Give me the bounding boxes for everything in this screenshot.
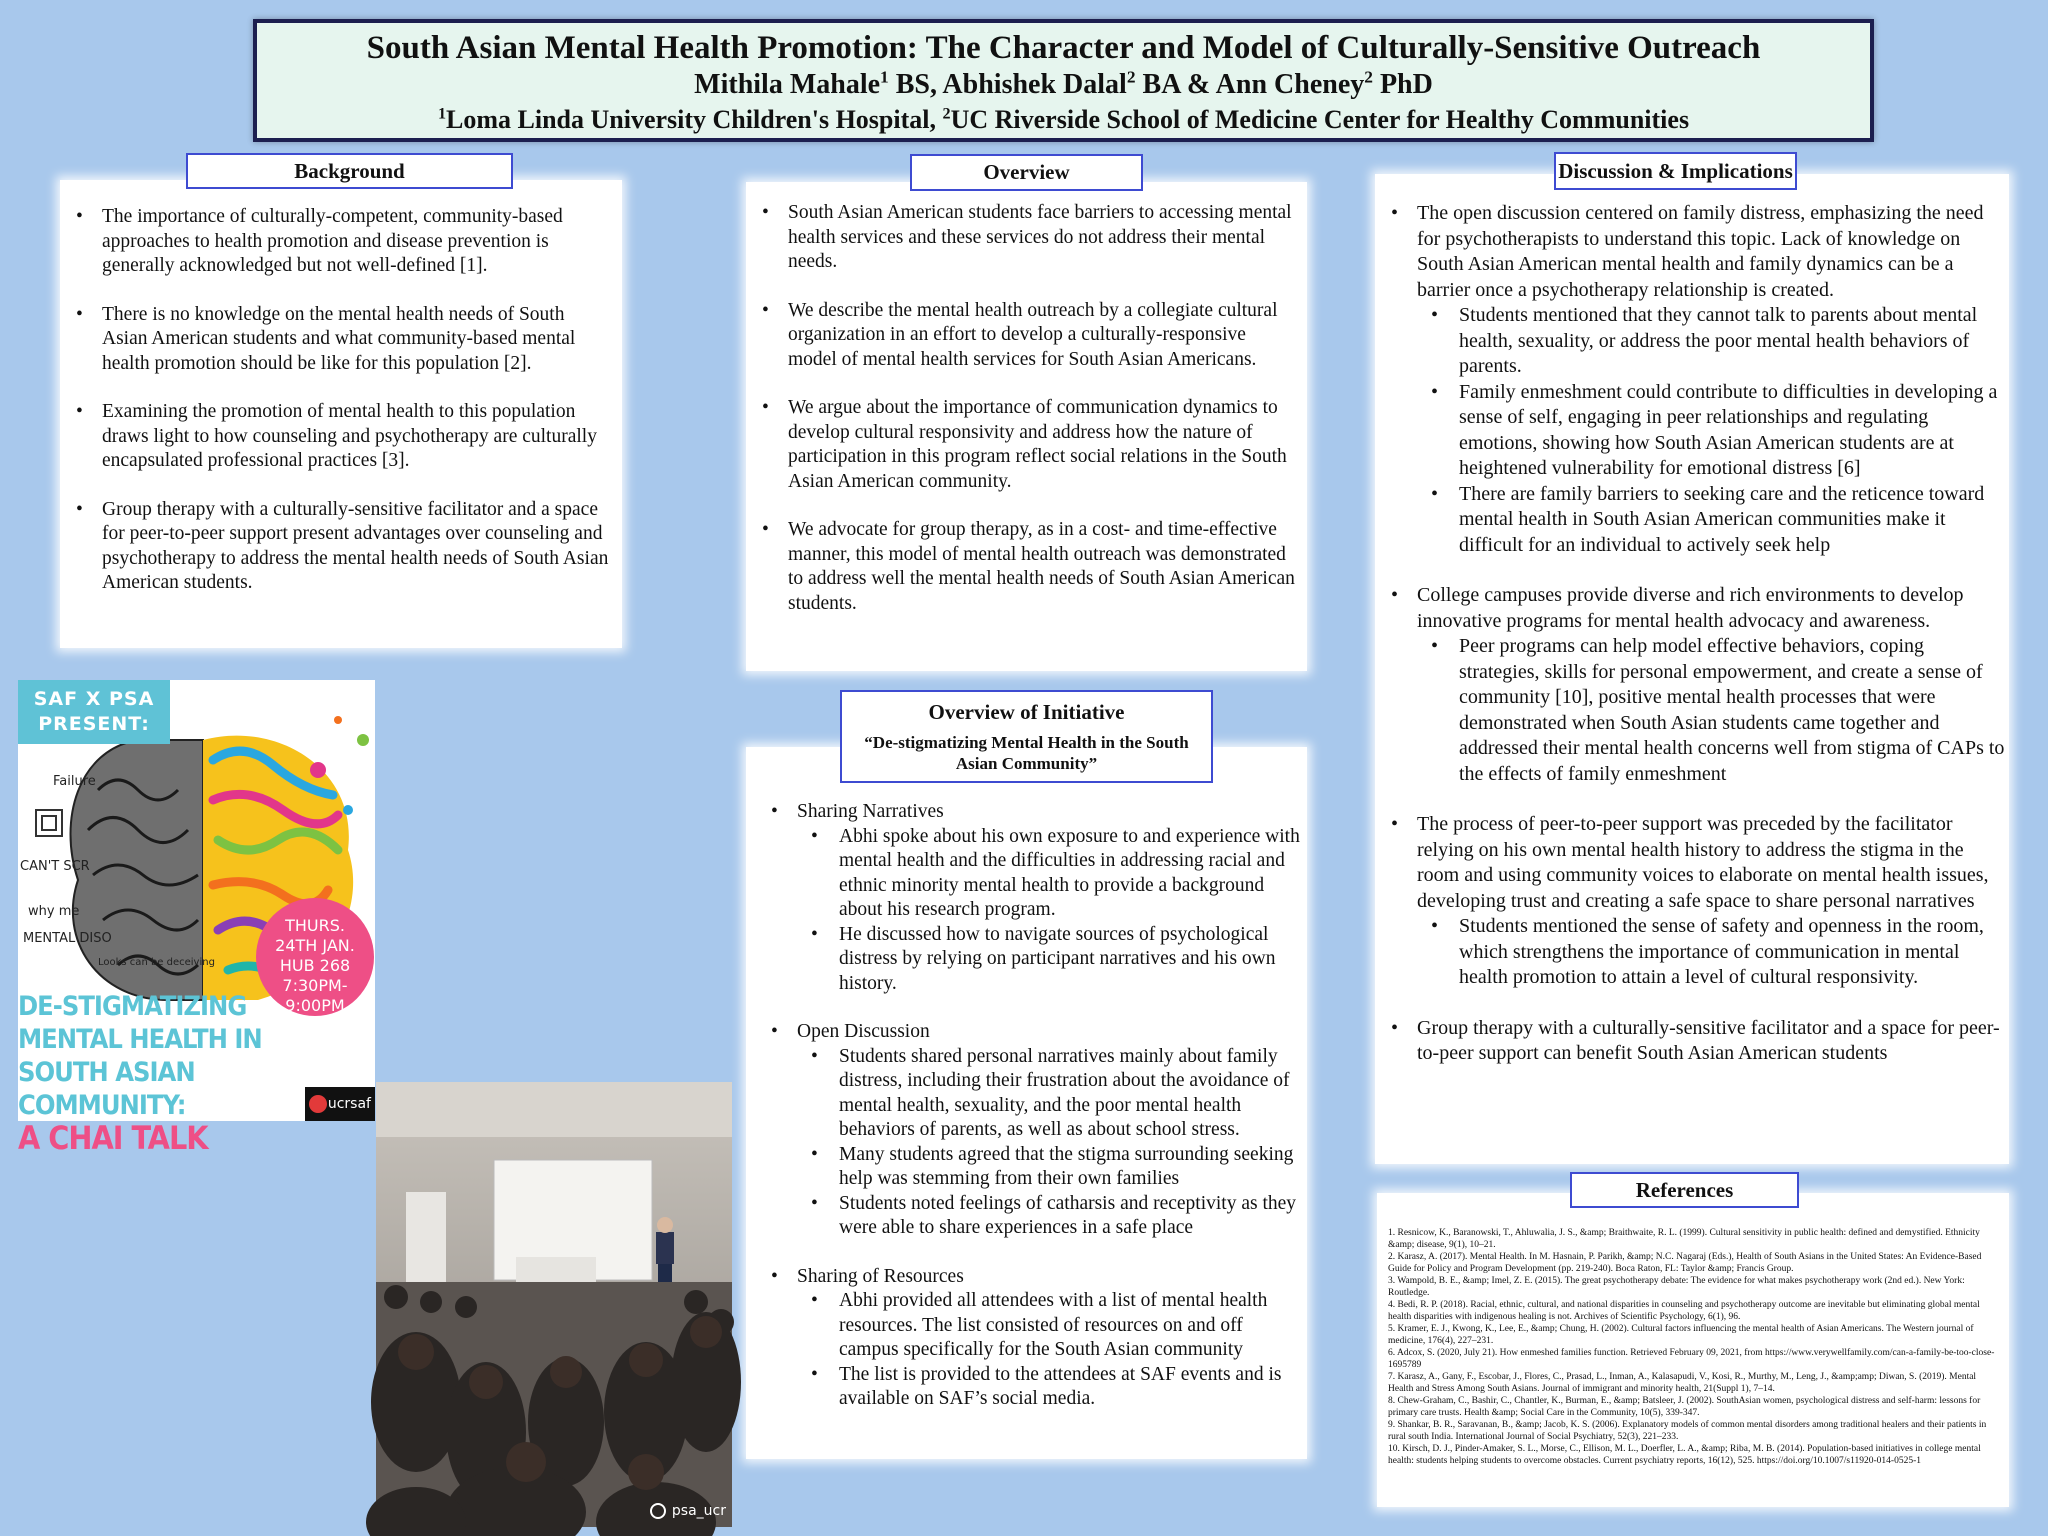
list-item: • We describe the mental health outreach by a collegiate cultural organization in an effort to develop a culturally-responsive model of mental health services for South Asian Americans. [746, 299, 1298, 373]
sub-item: • Peer programs can help model effective behaviors, coping strategies, skills for personal empowerment, and create a sense of community [10], positive mental health processes that were demonstrated when South Asian students came together and addressed their mental health concerns well from stigma of CAPs to the effects of family enmeshment [1417, 634, 2009, 787]
initiative-item-label: Sharing Narratives [797, 801, 944, 822]
reference-item: 6. Adcox, S. (2020, July 21). How enmeshed families function. Retrieved February 09, 2021, from https://www.verywellfamily.com/can-a-family-be-too-close-1695789 [1388, 1348, 1995, 1370]
list-item [755, 1265, 1300, 1412]
doodle-word: CAN'T SCR [20, 859, 90, 874]
initiative-title-box [840, 690, 1213, 783]
doodle-word: why me [28, 904, 80, 919]
list-item: • We advocate for group therapy, as in a cost- and time-effective manner, this model of mental health outreach was demonstrated to address well the mental health needs of South Asian American students. [746, 518, 1298, 616]
initiative-title: Overview of Initiative [928, 700, 1125, 724]
overview-list [746, 201, 1298, 616]
initiative-subtitle: “De-stigmatizing Mental Health in the South Asian Community” [864, 733, 1189, 773]
sub-item: • The list is provided to the attendees at SAF events and is available on SAF’s social media. [797, 1363, 1300, 1412]
references-title: References [1570, 1172, 1799, 1208]
poster-authors: Mithila Mahale$^1$ BS, Abhishek Dalal$^2$ BA & Ann Cheney$^2$ PhD [694, 67, 1433, 100]
list-item: • Group therapy with a culturally-sensitive facilitator and a space for peer-to-peer support can benefit South Asian American students [1375, 1016, 2009, 1067]
instagram-icon [309, 1095, 327, 1113]
reference-item: 2. Karasz, A. (2017). Mental Health. In M. Hasnain, P. Parikh, &amp; N.C. Nagaraj (Eds.), Health of South Asians in the United States: An Evidence-Based Guide for Policy and Program Development (pp. 219-240). Boca Raton, FL: Taylor &amp; Francis Group. [1388, 1252, 1982, 1274]
photo-handle: psa_ucr [650, 1503, 726, 1519]
reference-item: 1. Resnicow, K., Baranowski, T., Ahluwalia, J. S., &amp; Braithwaite, R. L. (1999). Cultural sensitivity in public health: defined and demystified. Ethnicity &amp; disease, 9(1), 10–21. [1388, 1228, 1980, 1250]
list-item: • The process of peer-to-peer support was preceded by the facilitator relying on his own mental health history to address the stigma in the room and using community voices to elaborate on mental health issues, developing trust and creating a safe space to share personal narratives • Students mentioned the sense of safety and openness in the room, which strengthens the importance of communication in mental health promotion to attain a level of cultural responsivity. [1375, 812, 2009, 991]
sub-item: • There are family barriers to seeking care and the reticence toward mental health in South Asian American communities make it difficult for an individual to actively seek help [1417, 482, 2009, 559]
references-list [1388, 1227, 2003, 1467]
list-item: • The open discussion centered on family distress, emphasizing the need for psychotherapists to understand this topic. Lack of knowledge on South Asian American mental health and family dynamics can be a barrier once a psychotherapy relationship is created. • Students mentioned that they cannot talk to parents about mental health, sexuality, or address the poor mental health behaviors of parents. • Family enmeshment could contribute to difficulties in developing a sense of self, engaging in peer relationships and regulating emotions, showing how South Asian American students are at heightened vulnerability for emotional distress [6] • There are family barriers to seeking care and the reticence toward mental health in South Asian American communities make it difficult for an individual to actively seek help [1375, 201, 2009, 558]
reference-item: 9. Shankar, B. R., Saravanan, B., &amp; Jacob, K. S. (2006). Explanatory models of common mental disorders among traditional healers and their patients in rural south India. International Journal of Social Psychiatry, 52(3), 221–233. [1388, 1420, 1987, 1442]
list-item: • South Asian American students face barriers to accessing mental health services and these services do not address their mental needs. [746, 201, 1298, 275]
sub-item: • Students mentioned that they cannot talk to parents about mental health, sexuality, or address the poor mental health behaviors of parents. [1417, 303, 2009, 380]
list-item [755, 800, 1300, 996]
reference-item: 4. Bedi, R. P. (2018). Racial, ethnic, cultural, and national disparities in counseling and psychotherapy outcome are inevitable but eliminating global mental health disparities with indigenous healing is not. Archives of Scientific Psychology, 6(1), 96. [1388, 1300, 1980, 1322]
sub-item: • Students noted feelings of catharsis and receptivity as they were able to share experiences in a safe place [797, 1192, 1300, 1241]
flyer-date-circle: THURS. 24TH JAN. HUB 268 7:30PM- 9:00PM [256, 898, 374, 1016]
poster-header [253, 19, 1874, 142]
list-item [755, 1020, 1300, 1241]
flyer-title: DE-STIGMATIZING MENTAL HEALTH IN SOUTH ASIAN COMMUNITY: A CHAI TALK [18, 991, 262, 1157]
background-title: Background [186, 153, 513, 189]
event-photo [376, 1082, 732, 1527]
initiative-list [755, 800, 1300, 1412]
initiative-item-label: Sharing of Resources [797, 1265, 964, 1287]
reference-item: 7. Karasz, A., Gany, F., Escobar, J., Flores, C., Prasad, L., Inman, A., Kalasapudi, V., Kosi, R., Murthy, M., Leng, J., &amp;amp; Diwan, S. (2019). Mental Health and Stress Among South Asians. Journal of immigrant and minority health, 21(Suppl 1), 7–14. [1388, 1372, 1977, 1394]
sub-item: • Abhi spoke about his own exposure to and experience with mental health and the difficulties in addressing racial and ethnic minority mental health to provide a background about his research program. [797, 825, 1300, 923]
list-item: • There is no knowledge on the mental health needs of South Asian American students and what community-based mental health promotion should be like for this population [2]. [60, 303, 612, 377]
poster-title: South Asian Mental Health Promotion: The Character and Model of Culturally-Sensitive Outreach [366, 30, 1761, 66]
list-item: • College campuses provide diverse and rich environments to develop innovative programs for mental health advocacy and awareness. • Peer programs can help model effective behaviors, coping strategies, skills for personal empowerment, and create a sense of community [10], positive mental health processes that were demonstrated when South Asian students came together and addressed their mental health concerns well from stigma of CAPs to the effects of family enmeshment [1375, 583, 2009, 787]
doodle-word: Looks can be deceiving [98, 957, 215, 968]
sub-item: • Family enmeshment could contribute to difficulties in developing a sense of self, engaging in peer relationships and regulating emotions, showing how South Asian American students are at heightened vulnerability for emotional distress [6] [1417, 380, 2009, 482]
flyer-handle: ucrsaf [305, 1087, 375, 1121]
overview-title: Overview [910, 154, 1143, 191]
doodle-word: Failure [53, 774, 96, 789]
sub-item: • Many students agreed that the stigma surrounding seeking help was stemming from their own families [797, 1143, 1300, 1192]
classroom-photo-illustration [376, 1082, 732, 1527]
initiative-item-label: Open Discussion [797, 1021, 930, 1042]
event-flyer-image [18, 680, 375, 1157]
sub-item: • Abhi provided all attendees with a list of mental health resources. The list consisted of resources on and off campus specifically for the South Asian community [797, 1289, 1300, 1363]
background-list [60, 205, 612, 596]
poster-institutions: $^1$Loma Linda University Children's Hospital, $^2$UC Riverside School of Medicine Center for Healthy Communities [437, 105, 1690, 134]
list-item: • We argue about the importance of communication dynamics to develop cultural responsivity and address how the nature of participation in this program reflect social relations in the South Asian American community. [746, 396, 1298, 494]
reference-item: 5. Kramer, E. J., Kwong, K., Lee, E., &amp; Chung, H. (2002). Cultural factors influencing the mental health of Asian Americans. The Western journal of medicine, 176(4), 227–231. [1388, 1324, 1974, 1346]
flyer-badge: SAF X PSA PRESENT: [18, 680, 170, 744]
sub-item: • Students shared personal narratives mainly about family distress, including their frustration about the avoidance of mental health, sexuality, and the poor mental health behaviors of parents, as well as about school stress. [797, 1045, 1300, 1143]
sub-item: • Students mentioned the sense of safety and openness in the room, which strengthens the importance of communication in mental health promotion to attain a level of cultural responsivity. [1417, 914, 2009, 991]
list-item: • The importance of culturally-competent, community-based approaches to health promotion and disease prevention is generally acknowledged but not well-defined [1]. [60, 205, 612, 279]
instagram-icon [650, 1503, 666, 1519]
reference-item: 10. Kirsch, D. J., Pinder-Amaker, S. L., Morse, C., Ellison, M. L., Doerfler, L. A., &amp; Riba, M. B. (2014). Population-based initiatives in college mental health: students helping students to overcome obstacles. Current psychiatry reports, 16(12), 525. https://doi.org/10.1007/s11920-014-0525-1 [1388, 1444, 1981, 1466]
doodle-word: MENTAL DISO [23, 931, 112, 946]
discussion-list [1375, 201, 2009, 1067]
reference-item: 3. Wampold, B. E., &amp; Imel, Z. E. (2015). The great psychotherapy debate: The evidence for what makes psychotherapy work (2nd ed.). New York: Routledge. [1388, 1276, 1965, 1298]
list-item: • Examining the promotion of mental health to this population draws light to how counseling and psychotherapy are culturally encapsulated professional practices [3]. [60, 400, 612, 474]
reference-item: 8. Chew-Graham, C., Bashir, C., Chantler, K., Burman, E., &amp; Batsleer, J. (2002). SouthAsian women, psychological distress and self-harm: lessons for primary care trusts. Health &amp; Social Care in the Community, 10(5), 339-347. [1388, 1396, 1981, 1418]
discussion-title: Discussion & Implications [1554, 152, 1797, 190]
list-item: • Group therapy with a culturally-sensitive facilitator and a space for peer-to-peer support present advantages over counseling and psychotherapy to address the mental health needs of South Asian American students. [60, 498, 612, 596]
sub-item: • He discussed how to navigate sources of psychological distress by relying on participant narratives and his own history. [797, 923, 1300, 997]
